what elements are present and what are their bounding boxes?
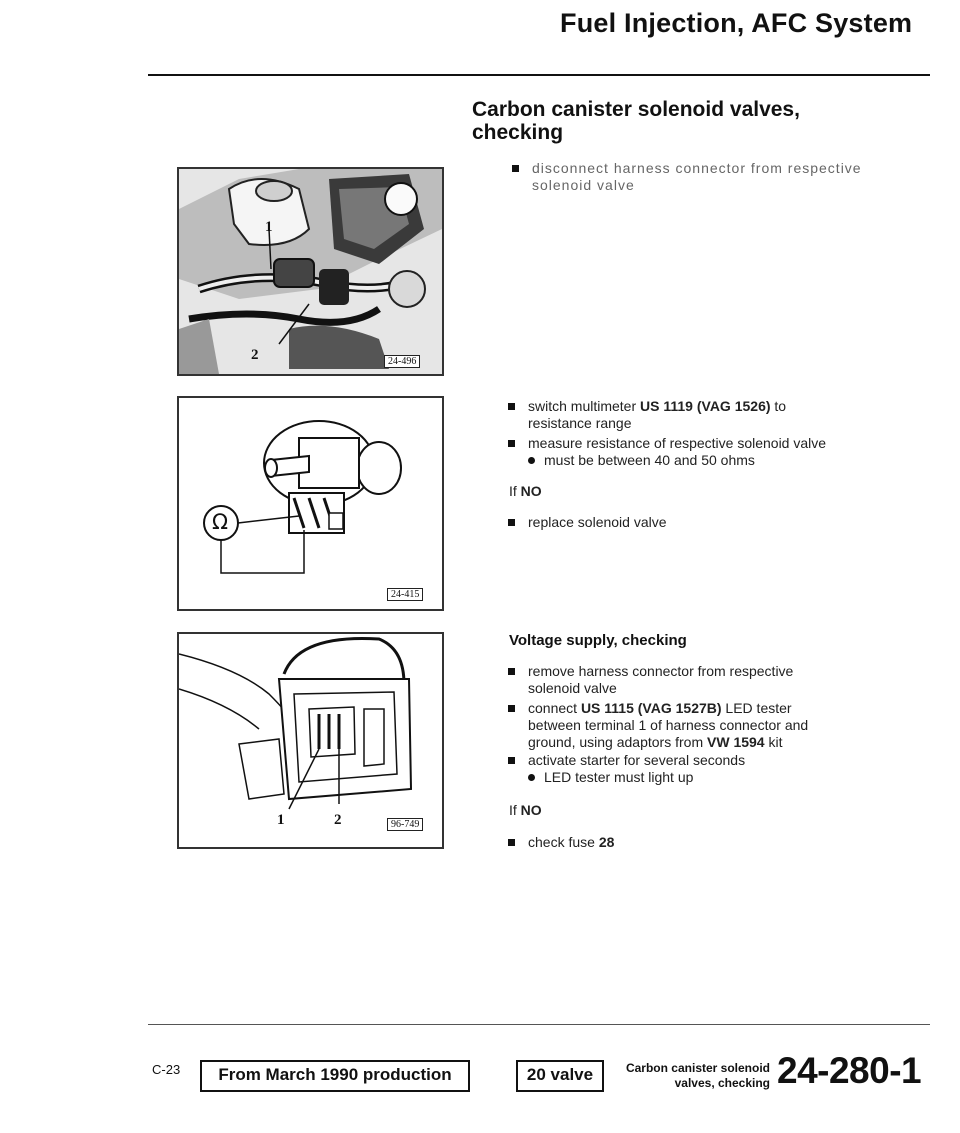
bullet-square-icon: [508, 668, 515, 675]
bullet-square-icon: [508, 519, 515, 526]
tool-vag-1526: (VAG 1526): [696, 398, 771, 414]
page-code: C-23: [152, 1062, 181, 1077]
tool-vw-1594: VW 1594: [707, 734, 765, 750]
step-measure-resistance: measure resistance of respective solenoid valve: [508, 435, 928, 452]
page-header-title: Fuel Injection, AFC System: [560, 8, 913, 38]
valve-box: 20 valve: [516, 1060, 604, 1092]
production-box: From March 1990 production: [200, 1060, 470, 1092]
step-activate-starter: activate starter for several seconds: [508, 752, 928, 769]
voltage-heading: Voltage supply, checking: [509, 632, 687, 649]
section-title-line1: Carbon canister solenoid valves,: [472, 98, 800, 121]
step-remove-connector: remove harness connector from respective solenoid valve: [508, 663, 928, 697]
callout-1: 1: [277, 812, 285, 828]
connector-illustration: [179, 634, 442, 847]
step-check-fuse: check fuse 28: [508, 834, 928, 851]
step-replace-valve: replace solenoid valve: [508, 514, 928, 531]
ohm-symbol-icon: Ω: [212, 510, 229, 534]
step-disconnect: [512, 160, 912, 194]
bullet-square-icon: [508, 705, 515, 712]
step-led-lights: LED tester must light up: [508, 769, 928, 786]
header-rule: [148, 74, 930, 76]
tool-vag-1527b: (VAG 1527B): [637, 700, 722, 716]
callout-2: 2: [334, 812, 342, 828]
engine-illustration: [179, 169, 442, 374]
step-disconnect-line1: disconnect harness connector from respective: [532, 160, 862, 176]
step-switch-multimeter: switch multimeter US 1119 (VAG 1526) to resistance range: [508, 398, 928, 432]
tool-us-1115: US 1115: [580, 700, 634, 716]
bullet-square-icon: [508, 757, 515, 764]
figure-engine-canister: [177, 167, 444, 376]
section-title: [472, 98, 852, 144]
bullet-square-icon: [512, 165, 519, 172]
figure-harness-connector: [177, 632, 444, 849]
tool-us-1119: US 1119: [640, 398, 693, 414]
solenoid-illustration: [179, 398, 442, 609]
if-no-voltage: If NO: [509, 802, 542, 818]
step-disconnect-line2: solenoid valve: [532, 177, 635, 193]
figure-ref: 24-496: [384, 355, 420, 368]
step-resistance-range: must be between 40 and 50 ohms: [508, 452, 928, 469]
step-connect-tester: connect US 1115 (VAG 1527B) LED tester between terminal 1 of harness connector and ground, using adaptors from VW 1594 kit: [508, 700, 928, 751]
if-no-resistance: If NO: [509, 483, 542, 499]
footer-rule: [148, 1024, 930, 1025]
footer-caption: Carbon canister solenoid valves, checking: [625, 1061, 770, 1090]
bullet-square-icon: [508, 440, 515, 447]
bullet-square-icon: [508, 403, 515, 410]
bullet-dot-icon: [528, 457, 535, 464]
figure-solenoid-ohmmeter: [177, 396, 444, 611]
figure-ref: 24-415: [387, 588, 423, 601]
page-number: 24-280-1: [777, 1050, 922, 1091]
bullet-square-icon: [508, 839, 515, 846]
callout-1: 1: [265, 219, 273, 235]
section-title-line2: checking: [472, 121, 564, 144]
callout-2: 2: [251, 347, 259, 363]
figure-ref: 96-749: [387, 818, 423, 831]
bullet-dot-icon: [528, 774, 535, 781]
fuse-number: 28: [598, 834, 615, 850]
